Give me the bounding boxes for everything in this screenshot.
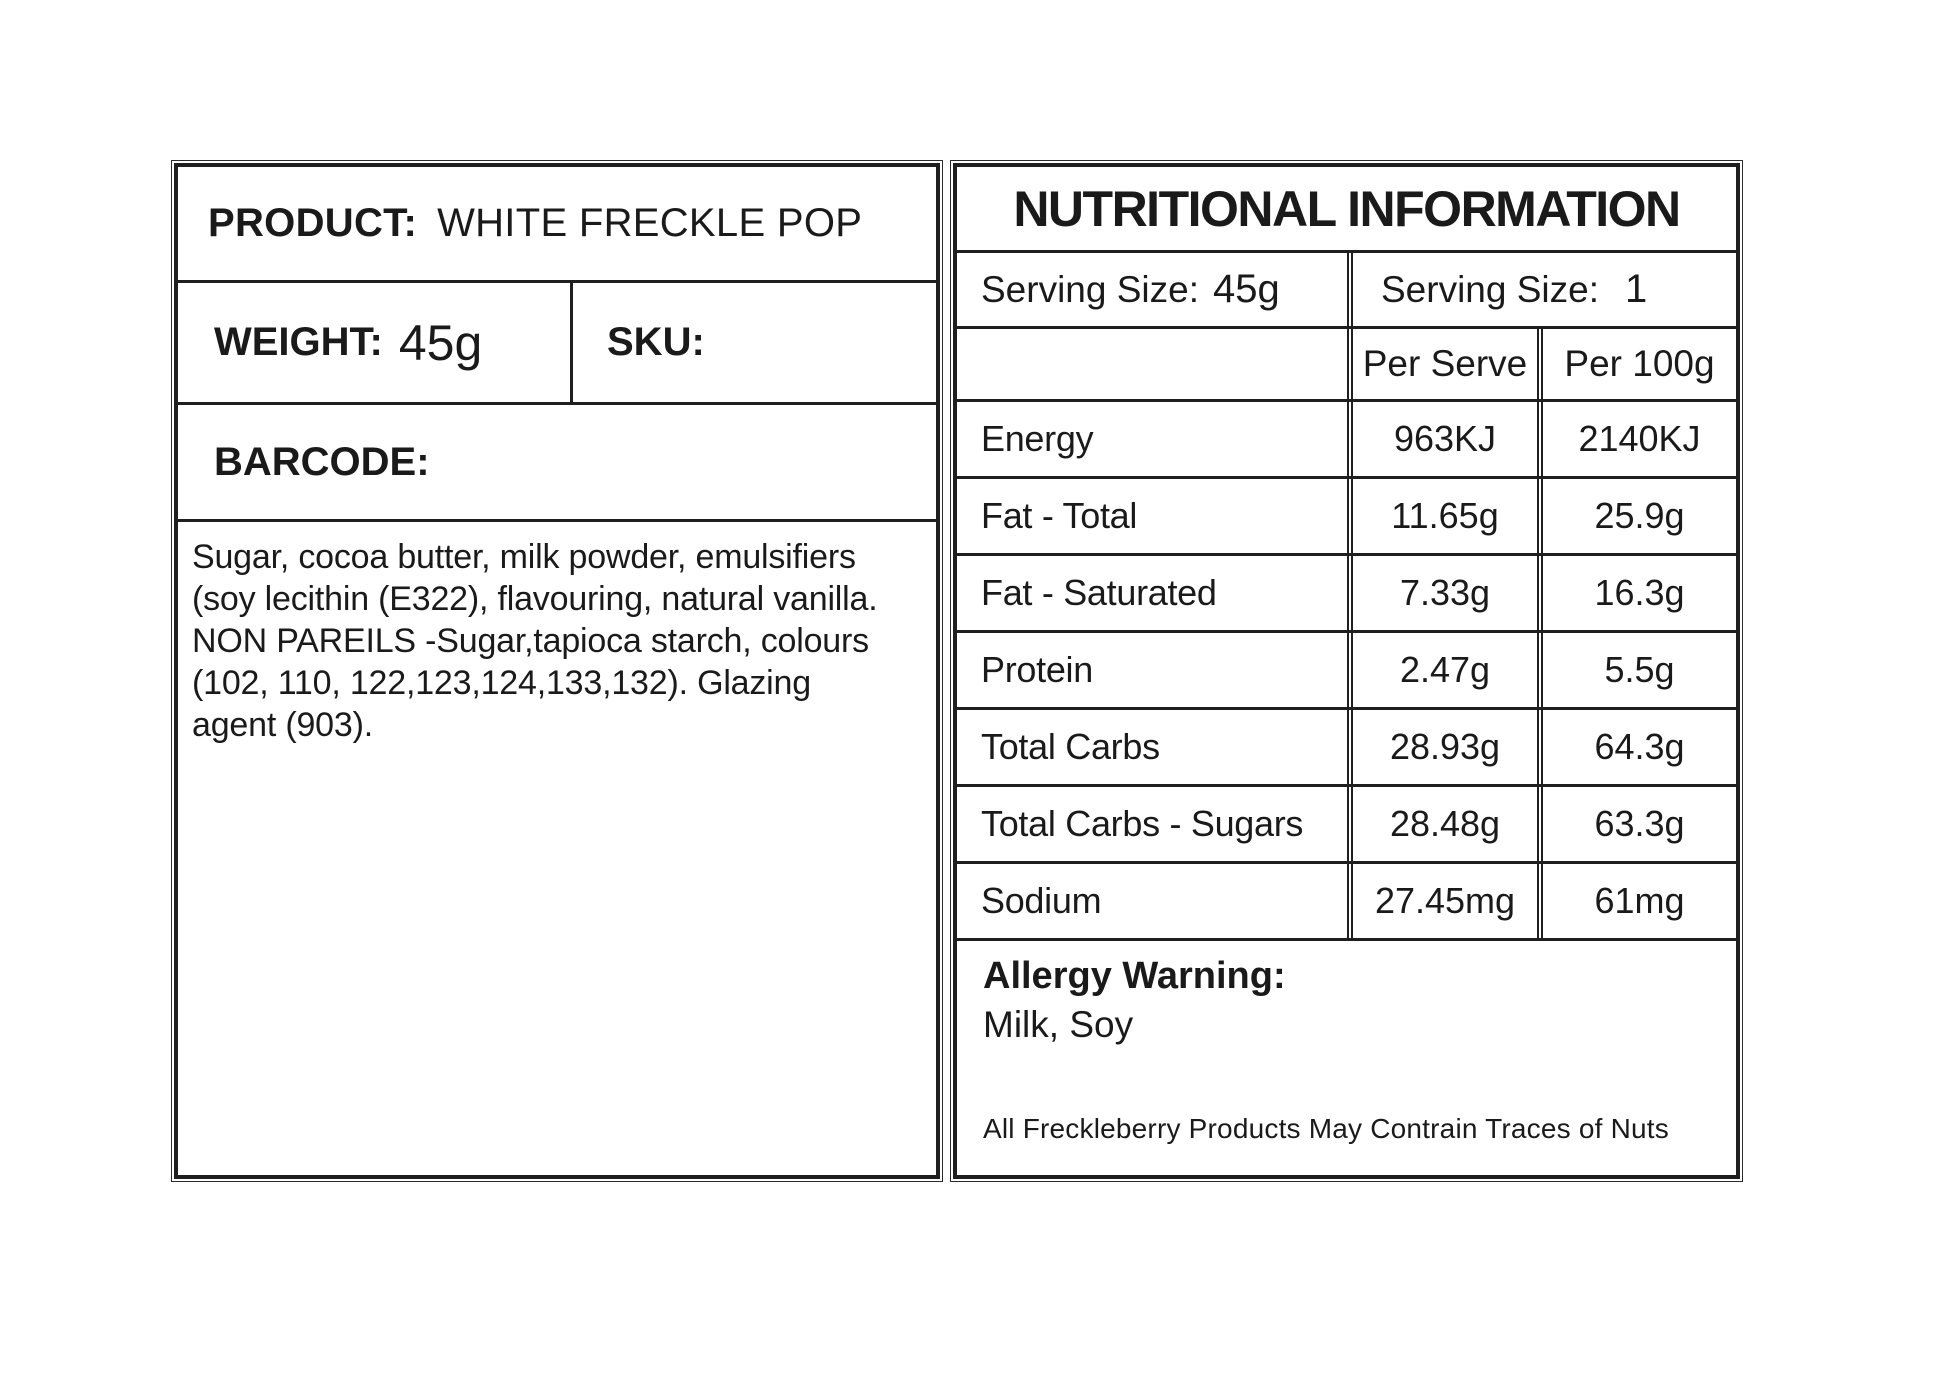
barcode-row [178, 405, 936, 522]
nutrient-row-fat-total [957, 479, 1736, 556]
nutrient-per-100g: 61mg [1537, 864, 1736, 938]
nutrient-per-serve: 28.93g [1347, 710, 1537, 784]
nutrient-row-fat-saturated [957, 556, 1736, 633]
nutrient-per-serve: 2.47g [1347, 633, 1537, 707]
allergy-section [957, 941, 1736, 1175]
serving-size-count-cell [1347, 253, 1736, 326]
serving-size-count-label: Serving Size: [1381, 268, 1599, 310]
nutrient-label: Protein [981, 649, 1093, 690]
nutrient-row-total-carbs [957, 710, 1736, 787]
nutrient-row-sodium [957, 864, 1736, 941]
product-label: PRODUCT: [208, 201, 418, 245]
ingredients-text [178, 522, 936, 1175]
nutrition-title: NUTRITIONAL INFORMATION [957, 167, 1736, 253]
nutrient-per-100g: 2140KJ [1537, 402, 1736, 476]
nutrient-per-100g: 16.3g [1537, 556, 1736, 630]
nutrient-per-serve: 7.33g [1347, 556, 1537, 630]
serving-size-row [957, 253, 1736, 329]
traces-of-nuts-note: All Freckleberry Products May Contrain Traces of Nuts [983, 1113, 1669, 1144]
nutrient-per-serve: 11.65g [1347, 479, 1537, 553]
nutrient-per-serve: 28.48g [1347, 787, 1537, 861]
product-details-panel [174, 163, 940, 1179]
barcode-label: BARCODE: [214, 439, 430, 484]
weight-label: WEIGHT: [214, 320, 383, 364]
weight-value: 45g [398, 314, 483, 371]
nutrient-row-energy [957, 402, 1736, 479]
allergy-warning-value: Milk, Soy [983, 1004, 1134, 1045]
ingredients-line: NON PAREILS -Sugar,tapioca starch, colours [192, 622, 869, 660]
nutrient-label: Total Carbs [981, 726, 1160, 767]
ingredients-line: agent (903). [192, 706, 373, 744]
nutrient-per-100g: 25.9g [1537, 479, 1736, 553]
product-value: WHITE FRECKLE POP [437, 201, 863, 245]
nutrient-row-sugars [957, 787, 1736, 864]
serving-size-weight-value: 45g [1213, 267, 1280, 311]
serving-size-weight-label: Serving Size: [981, 268, 1199, 310]
serving-size-weight-cell [957, 253, 1347, 326]
sku-cell [573, 283, 936, 402]
sku-label: SKU: [607, 320, 705, 364]
per-100g-column-header: Per 100g [1537, 329, 1736, 399]
per-serve-column-header: Per Serve [1347, 329, 1537, 399]
nutrient-label: Fat - Saturated [981, 572, 1217, 613]
product-row [178, 167, 936, 283]
ingredients-line: (soy lecithin (E322), flavouring, natural vanilla. [192, 580, 878, 618]
column-header-row [957, 329, 1736, 402]
nutrient-row-protein [957, 633, 1736, 710]
nutrition-panel [953, 163, 1740, 1179]
nutrient-per-serve: 27.45mg [1347, 864, 1537, 938]
column-header-spacer [957, 329, 1347, 399]
nutrient-per-100g: 64.3g [1537, 710, 1736, 784]
nutrient-per-serve: 963KJ [1347, 402, 1537, 476]
weight-sku-row [178, 283, 936, 405]
ingredients-line: (102, 110, 122,123,124,133,132). Glazing [192, 664, 811, 702]
serving-size-count-value: 1 [1625, 267, 1648, 311]
weight-cell [178, 283, 573, 402]
nutrient-per-100g: 5.5g [1537, 633, 1736, 707]
nutrient-label: Energy [981, 418, 1094, 459]
nutrient-label: Total Carbs - Sugars [981, 803, 1304, 844]
ingredients-line: Sugar, cocoa butter, milk powder, emulsifiers [192, 538, 856, 576]
allergy-warning-label: Allergy Warning: [983, 955, 1286, 997]
nutrient-per-100g: 63.3g [1537, 787, 1736, 861]
nutrient-label: Fat - Total [981, 495, 1138, 536]
nutrient-label: Sodium [981, 880, 1102, 921]
